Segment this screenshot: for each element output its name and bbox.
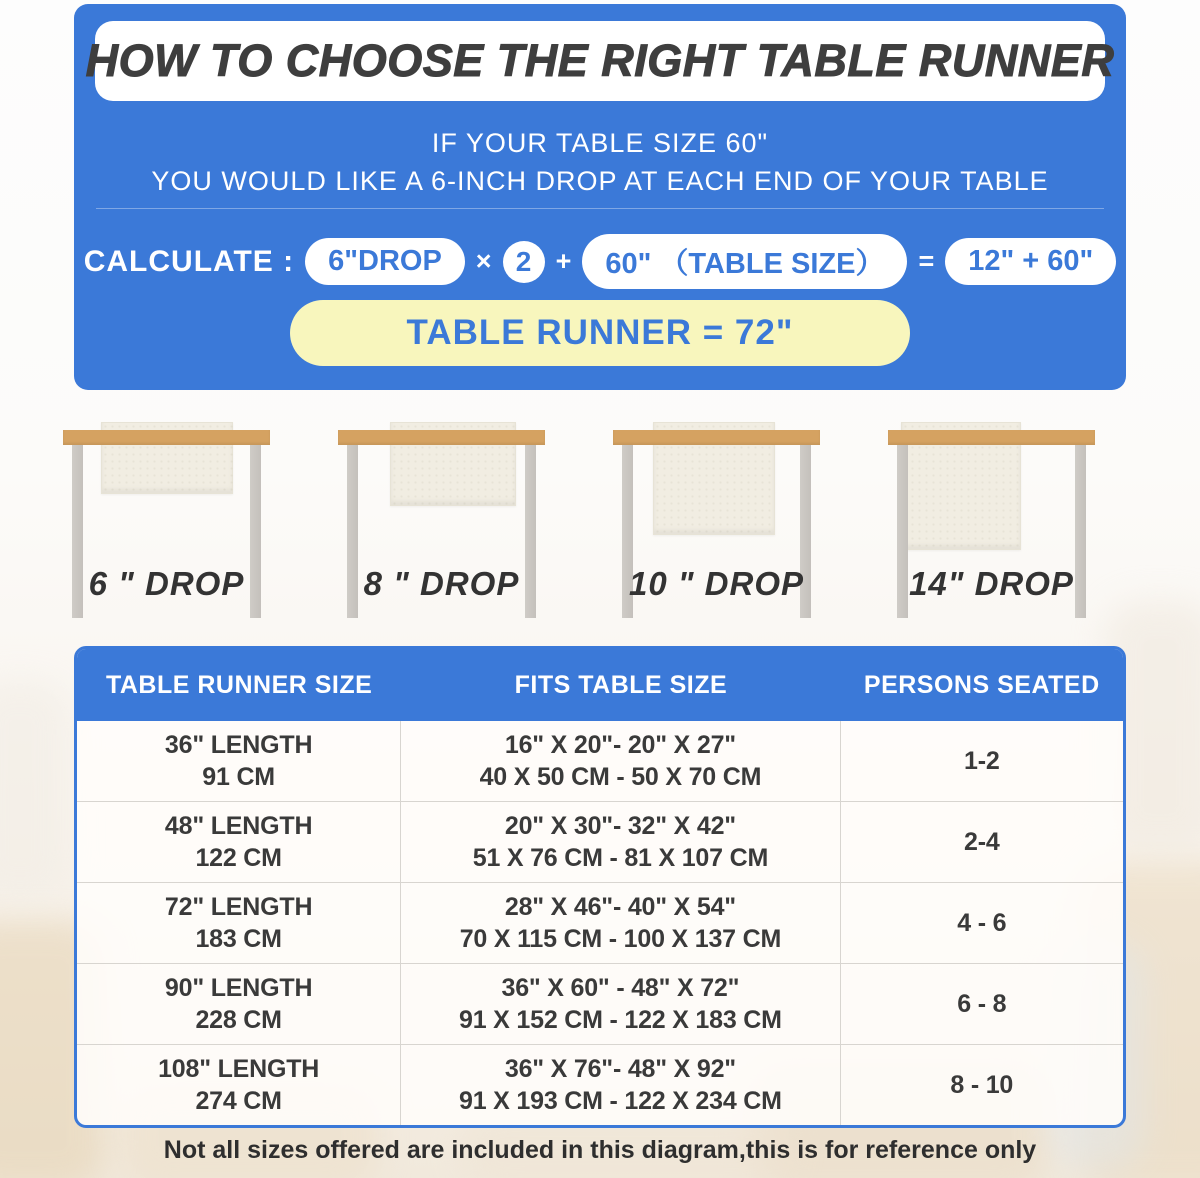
plus-sign: + xyxy=(555,246,572,276)
runner-size-cm: 183 CM xyxy=(195,925,282,953)
result-banner: TABLE RUNNER = 72" xyxy=(290,300,910,366)
persons-cell xyxy=(841,964,1123,1044)
persons-value: 6 - 8 xyxy=(957,989,1007,1018)
header-panel xyxy=(74,4,1126,390)
fits-table-cell xyxy=(401,802,840,882)
disclaimer-note: Not all sizes offered are included in this diagram,this is for reference only xyxy=(163,1136,1037,1164)
persons-cell xyxy=(841,802,1123,882)
drop-label: 14" DROP xyxy=(909,565,1074,602)
persons-value: 2-4 xyxy=(963,827,1000,856)
equals-sign: = xyxy=(918,246,935,276)
table-row xyxy=(77,882,1123,963)
runner-size-inches: 72" LENGTH xyxy=(164,892,313,921)
runner-size-cm: 228 CM xyxy=(195,1006,282,1034)
calculation-formula xyxy=(74,234,1126,289)
runner-size-cell xyxy=(77,964,401,1044)
fits-cm: 40 X 50 CM - 50 X 70 CM xyxy=(479,763,762,791)
subtitle-line-1: IF YOUR TABLE SIZE 60" xyxy=(431,128,769,158)
size-chart-header xyxy=(77,649,1123,721)
runner-size-inches: 90" LENGTH xyxy=(164,973,313,1002)
persons-cell xyxy=(841,883,1123,963)
tabletop-shape xyxy=(613,430,820,445)
column-header-persons: PERSONS SEATED xyxy=(863,670,1100,699)
fits-inches: 16" X 20"- 20" X 27" xyxy=(504,730,736,759)
table-size-pill: 60" （TABLE SIZE） xyxy=(582,234,907,289)
drop-label: 10 " DROP xyxy=(628,565,805,602)
fits-cm: 91 X 193 CM - 122 X 234 CM xyxy=(459,1087,782,1115)
runner-size-cell xyxy=(77,1045,401,1125)
table-row xyxy=(77,1044,1123,1125)
fits-table-cell xyxy=(401,721,840,801)
subtitle-line-2: YOU WOULD LIKE A 6-INCH DROP AT EACH END OF YOUR TABLE xyxy=(151,166,1049,196)
drop-label: 8 " DROP xyxy=(363,565,520,602)
tabletop-shape xyxy=(338,430,545,445)
runner-size-cell xyxy=(77,883,401,963)
size-chart-body xyxy=(77,721,1123,1125)
page-title: HOW TO CHOOSE THE RIGHT TABLE RUNNER xyxy=(85,35,1115,86)
drop-value-pill: 6"DROP xyxy=(305,238,465,285)
runner-size-inches: 108" LENGTH xyxy=(158,1054,320,1083)
drop-figure-14 xyxy=(888,415,1095,625)
fits-inches: 36" X 76"- 48" X 92" xyxy=(504,1054,736,1083)
multiplier-badge: 2 xyxy=(503,241,545,283)
sum-pill: 12" + 60" xyxy=(945,238,1116,285)
runner-size-cm: 274 CM xyxy=(195,1087,282,1115)
runner-size-cm: 91 CM xyxy=(202,763,275,791)
fits-table-cell xyxy=(401,1045,840,1125)
runner-size-cm: 122 CM xyxy=(195,844,282,872)
fits-inches: 36" X 60" - 48" X 72" xyxy=(501,973,740,1002)
tabletop-shape xyxy=(63,430,270,445)
drop-illustrations xyxy=(63,415,1095,625)
fits-table-cell xyxy=(401,883,840,963)
persons-value: 1-2 xyxy=(963,746,1000,775)
fits-table-cell xyxy=(401,964,840,1044)
multiply-sign: × xyxy=(475,246,492,276)
table-row xyxy=(77,801,1123,882)
tabletop-shape xyxy=(888,430,1095,445)
persons-cell xyxy=(841,1045,1123,1125)
column-header-runner-size: TABLE RUNNER SIZE xyxy=(105,670,373,699)
size-chart xyxy=(74,646,1126,1128)
persons-value: 8 - 10 xyxy=(950,1070,1014,1099)
fits-inches: 20" X 30"- 32" X 42" xyxy=(504,811,736,840)
fits-cm: 91 X 152 CM - 122 X 183 CM xyxy=(459,1006,782,1034)
runner-size-cell xyxy=(77,721,401,801)
table-row xyxy=(77,963,1123,1044)
drop-label: 6 " DROP xyxy=(88,565,245,602)
table-row xyxy=(77,721,1123,801)
persons-value: 4 - 6 xyxy=(957,908,1007,937)
fits-cm: 51 X 76 CM - 81 X 107 CM xyxy=(472,844,769,872)
column-header-fits-table: FITS TABLE SIZE xyxy=(514,670,728,699)
runner-size-inches: 36" LENGTH xyxy=(164,730,313,759)
runner-size-inches: 48" LENGTH xyxy=(164,811,313,840)
fits-inches: 28" X 46"- 40" X 54" xyxy=(504,892,736,921)
panel-divider xyxy=(96,208,1104,209)
runner-size-cell xyxy=(77,802,401,882)
drop-figure-6 xyxy=(63,415,270,625)
drop-figure-10 xyxy=(613,415,820,625)
persons-cell xyxy=(841,721,1123,801)
fits-cm: 70 X 115 CM - 100 X 137 CM xyxy=(459,925,782,953)
title-banner xyxy=(85,21,1115,101)
background-blur-shape xyxy=(0,680,70,900)
drop-figure-8 xyxy=(338,415,545,625)
calculate-label: CALCULATE : xyxy=(83,244,295,278)
